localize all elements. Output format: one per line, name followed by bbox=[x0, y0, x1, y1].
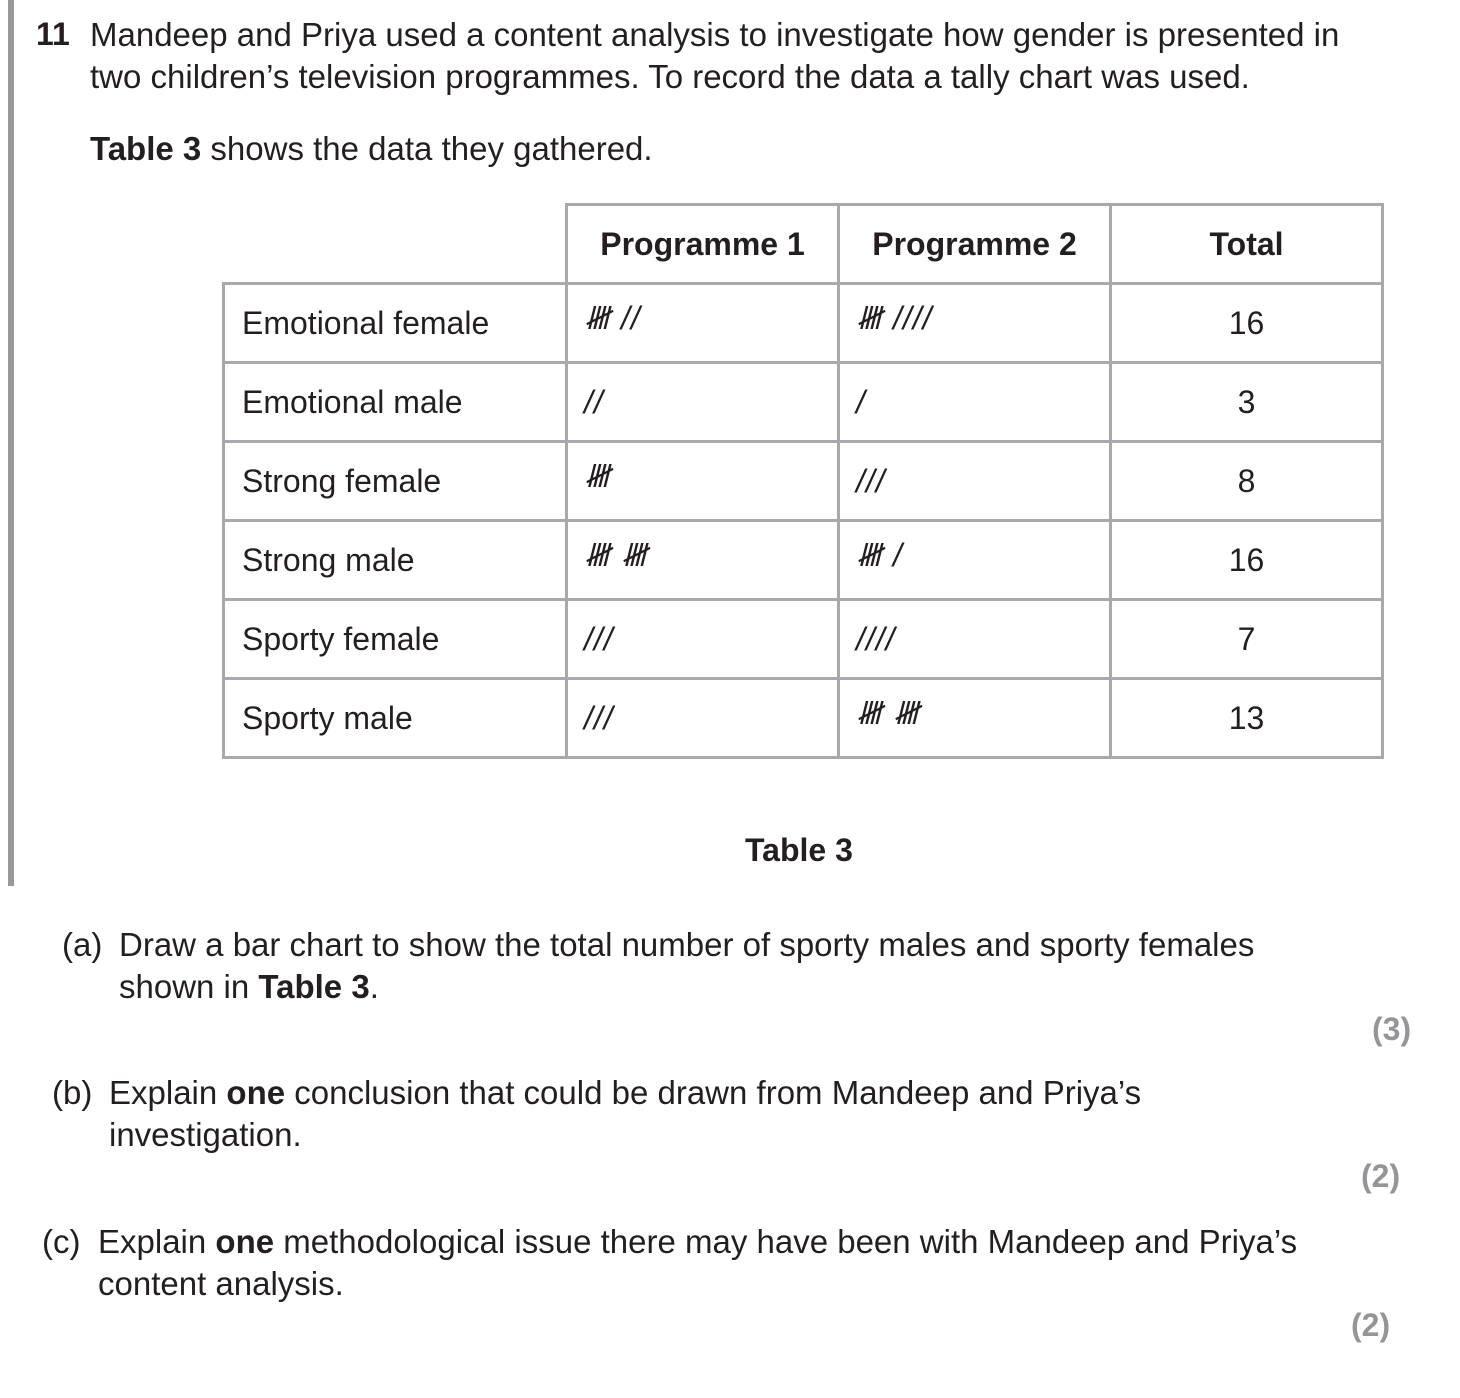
tally-programme-1: 𝍸 bbox=[567, 442, 839, 521]
table-caption: Table 3 bbox=[745, 832, 853, 868]
part-c bbox=[42, 1221, 1422, 1305]
tally-programme-1: // bbox=[567, 363, 839, 442]
question-intro bbox=[90, 14, 1430, 98]
margin-rule bbox=[8, 0, 14, 886]
part-b-line-1: Explain one conclusion that could be drawn from Mandeep and Priya’s bbox=[109, 1074, 1142, 1111]
part-b-marks: (2) bbox=[1361, 1158, 1401, 1194]
header-programme-2: Programme 2 bbox=[839, 205, 1111, 284]
row-label: Sporty male bbox=[224, 679, 567, 758]
part-a-marks: (3) bbox=[1372, 1011, 1412, 1047]
tally-programme-1: /// bbox=[567, 679, 839, 758]
part-c-label: (c) bbox=[42, 1223, 81, 1260]
part-b-line-2: investigation. bbox=[109, 1116, 302, 1153]
table-row bbox=[224, 363, 1383, 442]
row-total: 7 bbox=[1111, 600, 1383, 679]
emphasis-one: one bbox=[215, 1223, 275, 1260]
row-label: Sporty female bbox=[224, 600, 567, 679]
row-total: 8 bbox=[1111, 442, 1383, 521]
table-row bbox=[224, 284, 1383, 363]
table-row bbox=[224, 442, 1383, 521]
table-row bbox=[224, 679, 1383, 758]
row-total: 13 bbox=[1111, 679, 1383, 758]
empty-corner-cell bbox=[224, 205, 567, 284]
row-total: 16 bbox=[1111, 284, 1383, 363]
table-row bbox=[224, 521, 1383, 600]
tally-programme-2: 𝍸 / bbox=[839, 521, 1111, 600]
row-label: Strong female bbox=[224, 442, 567, 521]
part-c-line-1: Explain one methodological issue there may have been with Mandeep and Priya’s bbox=[98, 1223, 1298, 1260]
tally-programme-1: 𝍸 // bbox=[567, 284, 839, 363]
row-label: Strong male bbox=[224, 521, 567, 600]
lead-rest: shows the data they gathered. bbox=[201, 130, 653, 167]
part-a-line-2: shown in Table 3. bbox=[119, 968, 379, 1005]
question-number: 11 bbox=[36, 16, 70, 52]
tally-programme-1: /// bbox=[567, 600, 839, 679]
table-row bbox=[224, 600, 1383, 679]
tally-programme-2: /// bbox=[839, 442, 1111, 521]
row-label: Emotional female bbox=[224, 284, 567, 363]
tally-table bbox=[222, 203, 1384, 759]
part-a-line-1: Draw a bar chart to show the total number of sporty males and sporty females bbox=[119, 926, 1255, 963]
part-a bbox=[62, 924, 1362, 1008]
part-c-marks: (2) bbox=[1351, 1307, 1391, 1343]
table-reference: Table 3 bbox=[258, 968, 370, 1005]
part-b-label: (b) bbox=[52, 1074, 93, 1111]
part-b bbox=[52, 1072, 1352, 1156]
intro-line-2: two children’s television programmes. To record the data a tally chart was used. bbox=[90, 58, 1250, 95]
emphasis-one: one bbox=[226, 1074, 286, 1111]
tally-programme-1: 𝍸 𝍸 bbox=[567, 521, 839, 600]
table-lead-text bbox=[90, 128, 653, 170]
part-c-line-2: content analysis. bbox=[98, 1265, 344, 1302]
tally-programme-2: / bbox=[839, 363, 1111, 442]
tally-programme-2: 𝍸 //// bbox=[839, 284, 1111, 363]
intro-line-1: Mandeep and Priya used a content analysis to investigate how gender is presented in bbox=[90, 16, 1340, 53]
row-total: 16 bbox=[1111, 521, 1383, 600]
table-reference: Table 3 bbox=[90, 130, 202, 167]
row-total: 3 bbox=[1111, 363, 1383, 442]
part-a-label: (a) bbox=[62, 926, 103, 963]
header-total: Total bbox=[1111, 205, 1383, 284]
tally-programme-2: 𝍸 𝍸 bbox=[839, 679, 1111, 758]
header-row bbox=[224, 205, 1383, 284]
row-label: Emotional male bbox=[224, 363, 567, 442]
header-programme-1: Programme 1 bbox=[567, 205, 839, 284]
tally-programme-2: //// bbox=[839, 600, 1111, 679]
